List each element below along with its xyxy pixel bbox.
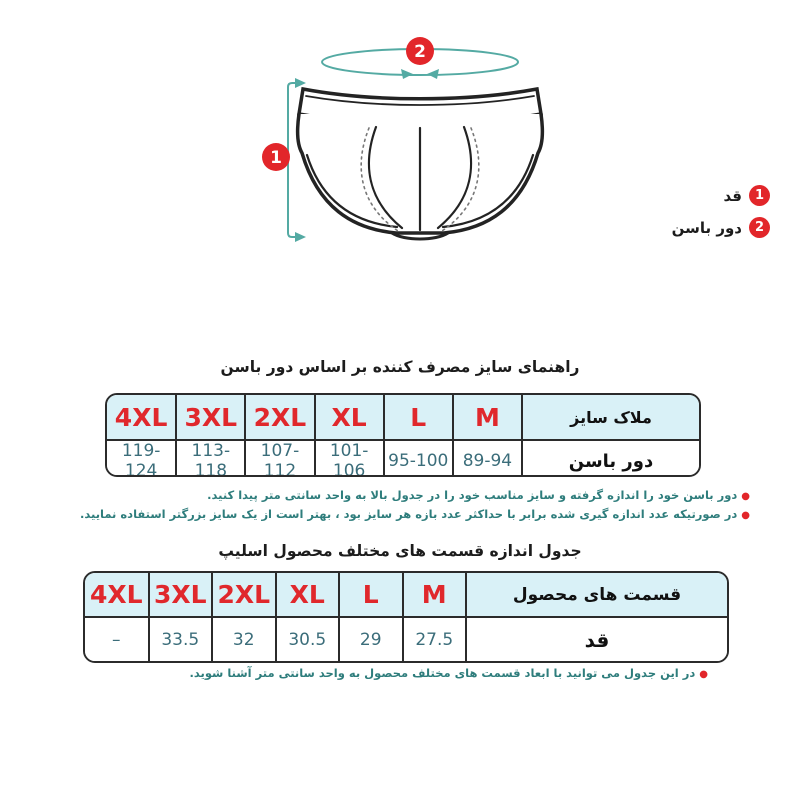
- marker-2-circle: [406, 37, 434, 65]
- note-size-up: [80, 505, 750, 525]
- size-value-cell: 107-112: [245, 440, 314, 477]
- size-header-cell: 2XL: [245, 395, 314, 440]
- size-value-cell: 89-94: [453, 440, 522, 477]
- size-value-cell: 113-118: [176, 440, 245, 477]
- row-label-cell: دور باسن: [522, 440, 699, 477]
- marker-1-circle: [262, 143, 290, 171]
- note-dimensions-info: [189, 664, 708, 684]
- marker-2-badge: 2: [749, 217, 770, 238]
- size-header-cell: 3XL: [149, 573, 213, 617]
- hip-size-table-title: راهنمای سایز مصرف کننده بر اساس دور باسن: [220, 358, 580, 376]
- bullet-icon: ●: [741, 491, 750, 502]
- note-measure-hip: [207, 486, 750, 506]
- svg-text:2: 2: [414, 42, 426, 62]
- size-header-cell: 4XL: [85, 573, 149, 617]
- legend-item-hip: [672, 217, 770, 238]
- note-text: در این جدول می توانید با ابعاد قسمت های مختلف محصول به واحد سانتی متر آشنا شوید.: [189, 666, 696, 680]
- note-text: در صورتیکه عدد اندازه گیری شده برابر با حداکثر عدد بازه هر سایز بود ، بهتر است از یک سایز بزرگتر استفاده نمایید.: [80, 507, 738, 521]
- bullet-icon: ●: [699, 669, 708, 680]
- criteria-header-cell: ملاک سایز: [522, 395, 699, 440]
- size-value-cell: –: [85, 617, 149, 661]
- size-value-cell: 27.5: [403, 617, 467, 661]
- bullet-icon: ●: [741, 510, 750, 521]
- product-parts-table: [83, 571, 729, 663]
- row-label-cell: قد: [466, 617, 727, 661]
- size-value-cell: 95-100: [384, 440, 453, 477]
- size-header-cell: XL: [276, 573, 340, 617]
- size-header-cell: 4XL: [107, 395, 176, 440]
- legend-label-height: قد: [723, 186, 742, 205]
- criteria-header-cell: قسمت های محصول: [466, 573, 727, 617]
- size-value-cell: 119-124: [107, 440, 176, 477]
- size-header-cell: M: [453, 395, 522, 440]
- legend-item-height: [672, 185, 770, 206]
- size-header-cell: L: [384, 395, 453, 440]
- size-header-cell: 2XL: [212, 573, 276, 617]
- size-header-cell: M: [403, 573, 467, 617]
- size-value-cell: 29: [339, 617, 403, 661]
- marker-1-badge: 1: [749, 185, 770, 206]
- svg-text:1: 1: [270, 148, 282, 168]
- note-text: دور باسن خود را اندازه گرفته و سایز مناسب خود را در جدول بالا به واحد سانتی متر پیدا کنید.: [207, 488, 738, 502]
- size-value-cell: 32: [212, 617, 276, 661]
- hip-size-table: [105, 393, 701, 477]
- size-header-cell: XL: [315, 395, 384, 440]
- size-value-cell: 101-106: [315, 440, 384, 477]
- legend-label-hip: دور باسن: [671, 218, 742, 237]
- size-value-cell: 30.5: [276, 617, 340, 661]
- product-parts-table-title: جدول اندازه قسمت های مختلف محصول اسلیپ: [218, 542, 582, 560]
- briefs-illustration: [298, 89, 543, 239]
- size-header-cell: 3XL: [176, 395, 245, 440]
- size-header-cell: L: [339, 573, 403, 617]
- measurement-legend: [672, 185, 770, 238]
- size-value-cell: 33.5: [149, 617, 213, 661]
